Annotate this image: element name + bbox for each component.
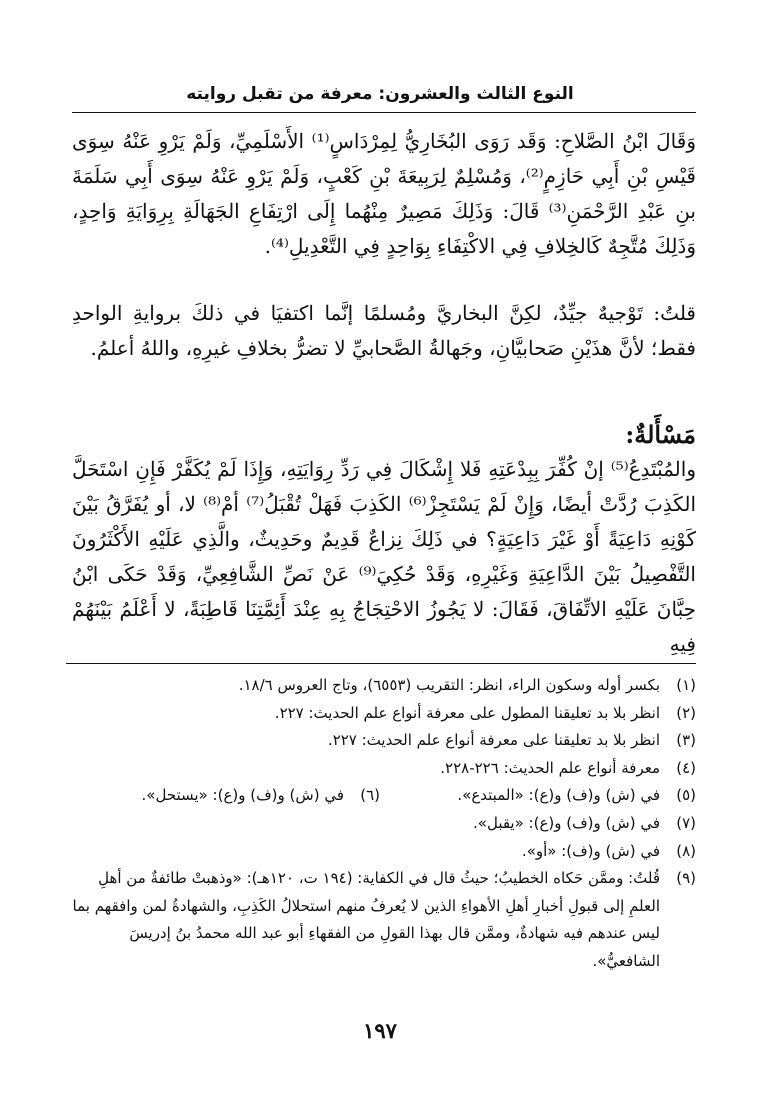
footnote-9	[64, 865, 696, 975]
footnote-number: (٨)	[676, 841, 696, 860]
footnote-7	[64, 810, 696, 838]
footnote-text: في (ش) و(ف) و(ع): «المبتدع».	[457, 786, 660, 805]
footnote-text: انظر بلا بد تعليقنا على معرفة أنواع علم الحديث: ٢٢٧.	[327, 731, 660, 750]
footnote-1	[64, 672, 696, 700]
footnote-number: (٥)	[676, 786, 696, 805]
footnote-divider	[66, 663, 696, 664]
paragraph-innovator: والمُبْتَدِعُ⁽⁵⁾ إنْ كُفِّرَ بِبِدْعَتِهِ فَلا إِشْكَالَ فِي رَدِّ رِوَايَتِهِ، وَإِذَا لَمْ يُكَفَّرْ فَإِنِ اسْتَحَلَّ الكَذِبَ رُدَّتْ أيضًا، وَإِنْ لَمْ يَسْتَجِزْ⁽⁶⁾ الكَذِبَ فَهَلْ تُقْبَلُ⁽⁷⁾ أمْ⁽⁸⁾ لا، أو يُفَرَّقُ بَيْنَ كَوْنِهِ دَاعِيَةً أَوْ غَيْرَ دَاعِيَةٍ؟ في ذَلِكَ نِزاعٌ قَدِيمٌ وحَدِيثٌ، والَّذِي عَلَيْهِ الأَكْثَرُونَ التَّفْصِيلُ بَيْنَ الدَّاعِيَةِ وَغَيْرِهِ، وَقَدْ حُكِيَ⁽⁹⁾ عَنْ نَصِّ الشَّافِعِيِّ، وَقَدْ حَكَى ابْنُ حِبَّانَ عَلَيْهِ الاتِّفَاقَ، فَقَالَ: لا يَجُوزُ الاحْتِجَاجُ بِهِ عِنْدَ أَئِمَّتِنَا قَاطِبَةً، لا أَعْلَمُ بَيْنَهُمْ فِيهِ	[72, 457, 696, 656]
footnote-6	[64, 782, 380, 810]
footnote-3	[64, 727, 696, 755]
footnote-text: في (ش) و(ف) و(ع): «يستحل».	[141, 786, 344, 805]
footnote-number: (٦)	[360, 786, 380, 805]
footnote-number: (٧)	[676, 813, 696, 832]
footnote-text: معرفة أنواع علم الحديث: ٢٢٦-٢٢٨.	[440, 758, 660, 777]
footnote-number: (١)	[676, 676, 696, 694]
footnote-8	[64, 838, 696, 866]
footnotes	[64, 672, 696, 976]
footnote-number: (٢)	[676, 703, 696, 722]
footnote-number: (٣)	[676, 731, 696, 750]
footnote-text: انظر بلا بد تعليقنا المطول على معرفة أنواع علم الحديث: ٢٢٧.	[274, 703, 660, 722]
footnote-row-5-6	[64, 782, 696, 810]
page-number: ١٩٧	[363, 1018, 397, 1043]
footnote-text: قُلتُ: وممَّن حَكاه الخطيبُ؛ حيثُ قال في الكفاية: (١٩٤ ت، ١٢٠هـ): «وذهبتْ طائفةٌ من أهلِ العلمِ إلى قبولِ أخبارِ أهلِ الأهواءِ الذين لا يُعرفُ منهم استحلالُ الكَذِبِ، والشهادةُ لمن وافقهم بما ليس عندهم فيه شهادةٌ، وممَّن قال بهذا القولِ من الفقهاءِ أبو عبد الله محمدُ بنُ إدريسَ الشافعيُّ».	[72, 869, 660, 970]
footnote-2	[64, 700, 696, 728]
footnote-text: في (ش) و(ف): «أو».	[521, 841, 660, 860]
footnote-5	[380, 782, 696, 810]
footnote-number: (٤)	[676, 758, 696, 777]
running-header: النوع الثالث والعشرون: معرفة من تقبل روايته	[186, 84, 574, 104]
header-divider	[72, 112, 696, 113]
paragraph-author-note: قلتُ: تَوْجيهٌ جيِّدٌ، لكِنَّ البخاريَّ ومُسلمًا إنَّما اكتفيَا في ذلكَ بروايةِ الواحدِ فقط؛ لأنَّ هذَيْنِ صَحابيَّانِ، وجَهالةُ الصَّحابيِّ لا تضرُّ بخلافِ غيرِهِ، واللهُ أعلمُ.	[72, 301, 696, 360]
section-heading: مَسْأَلةٌ:	[625, 420, 696, 449]
footnote-number: (٩)	[676, 869, 696, 888]
footnote-text: في (ش) و(ف) و(ع): «يقبل».	[473, 813, 660, 832]
footnote-4	[64, 755, 696, 783]
paragraph-ibn-salah: وَقَالَ ابْنُ الصَّلاحِ: وَقَد رَوَى البُخَارِيُّ لِمِرْدَاسٍ⁽¹⁾ الأَسْلَمِيِّ، وَلَمْ يَرْوِ عَنْهُ سِوَى قَيْسِ بْنِ أَبِي حَازِمٍ⁽²⁾، وَمُسْلِمٌ لِرَبِيعَةَ بْنِ كَعْبٍ، وَلَمْ يَرْوِ عَنْهُ سِوَى أَبِي سَلَمَةَ بنِ عَبْدِ الرَّحْمَنِ⁽³⁾ قَالَ: وَذَلِكَ مَصِيرٌ مِنْهُما إِلَى ارْتِفَاعِ الجَهَالَةِ بِرِوَايَةِ وَاحِدٍ، وَذَلِكَ مُتَّجِهٌ كَالخِلافِ فِي الاكْتِفَاءِ بِوَاحِدٍ فِي التَّعْدِيلِ⁽⁴⁾.	[72, 129, 696, 258]
footnote-text: بكسر أوله وسكون الراء، انظر: التقريب (٦٥٥٣)، وتاج العروس ١٨/٦.	[238, 676, 660, 694]
